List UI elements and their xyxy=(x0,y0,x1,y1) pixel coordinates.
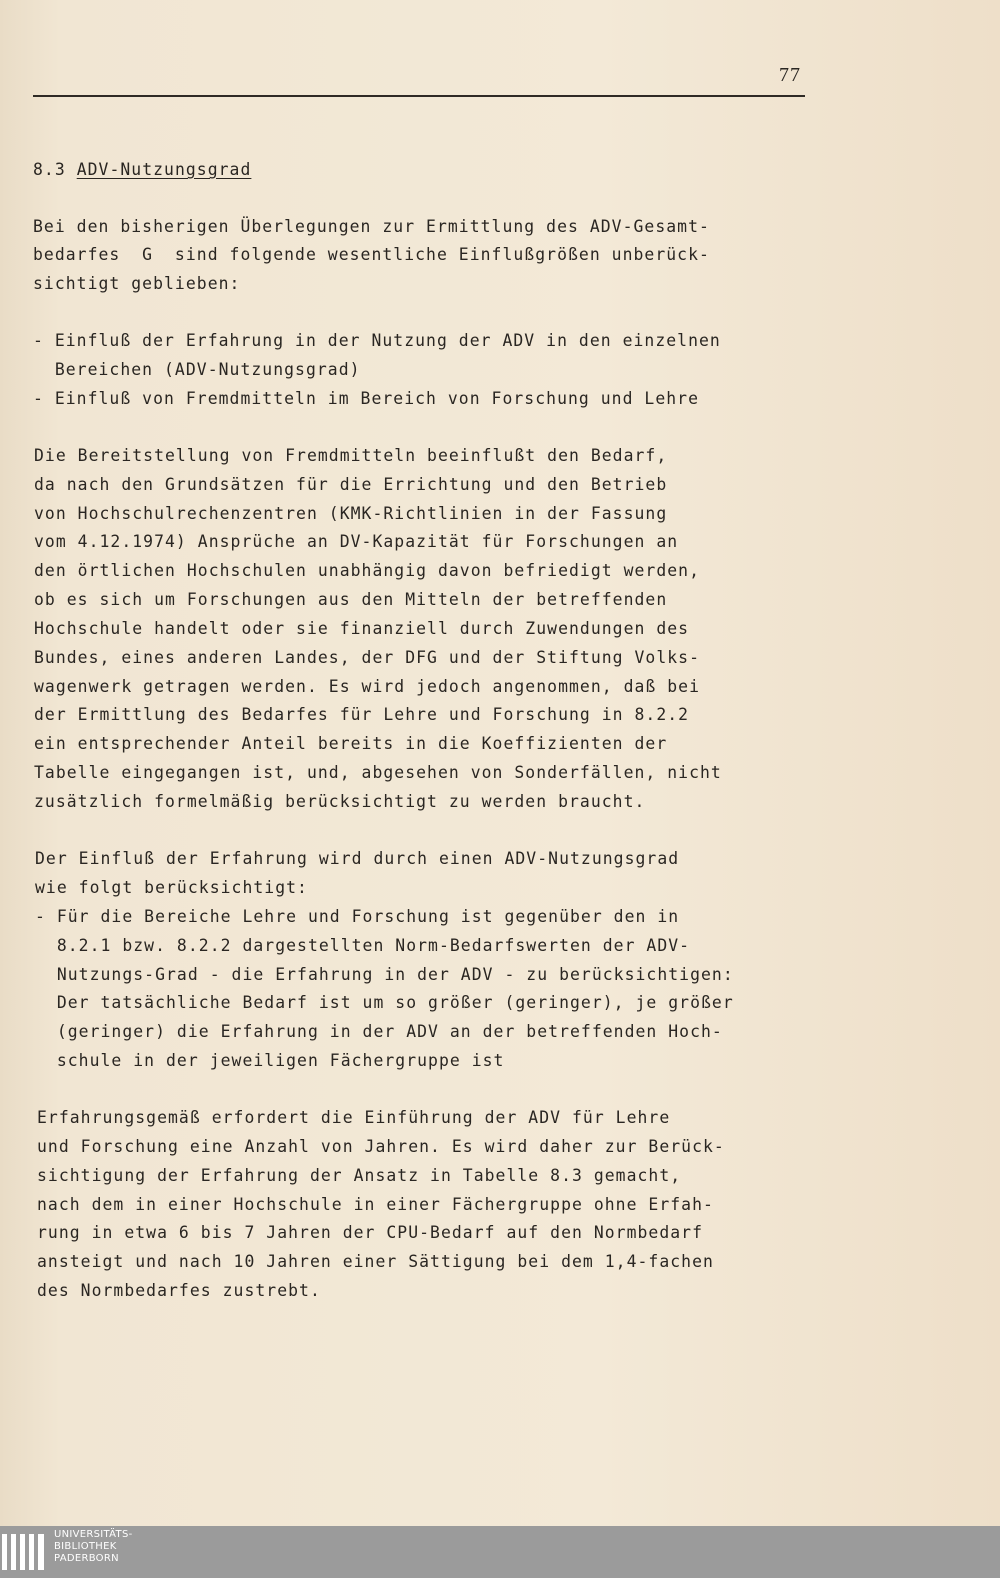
list-item: Der tatsächliche Bedarf ist um so größer (geringer), je größer xyxy=(35,993,734,1012)
text-line: da nach den Grundsätzen für die Errichtung und den Betrieb xyxy=(34,475,668,494)
text-line: Bei den bisherigen Überlegungen zur Ermittlung des ADV-Gesamt- xyxy=(33,217,710,236)
library-name-line: UNIVERSITÄTS- xyxy=(54,1529,133,1540)
text-line: der Ermittlung des Bedarfes für Lehre und Forschung in 8.2.2 xyxy=(34,705,690,724)
section-number: 8.3 xyxy=(33,160,66,179)
header-rule xyxy=(33,95,805,97)
text-line: zusätzlich formelmäßig berücksichtigt zu werden braucht. xyxy=(34,792,646,811)
list-item: Nutzungs-Grad - die Erfahrung in der ADV - zu berücksichtigen: xyxy=(35,965,734,984)
text-line: nach dem in einer Hochschule in einer Fächergruppe ohne Erfah- xyxy=(37,1195,714,1214)
text-line: Hochschule handelt oder sie finanziell durch Zuwendungen des xyxy=(34,619,690,638)
list-item: - Einfluß der Erfahrung in der Nutzung der ADV in den einzelnen xyxy=(33,331,721,350)
list-item: Bereichen (ADV-Nutzungsgrad) xyxy=(33,360,361,379)
library-name-line: PADERBORN xyxy=(54,1553,119,1564)
text-line: sichtigt geblieben: xyxy=(33,274,241,293)
text-line: den örtlichen Hochschulen unabhängig davon befriedigt werden, xyxy=(34,561,700,580)
text-line: wie folgt berücksichtigt: xyxy=(35,878,308,897)
library-name-line: BIBLIOTHEK xyxy=(54,1541,117,1552)
text-line: vom 4.12.1974) Ansprüche an DV-Kapazität für Forschungen an xyxy=(34,532,679,551)
list-item: schule in der jeweiligen Fächergruppe ist xyxy=(35,1051,505,1070)
text-line: Tabelle eingegangen ist, und, abgesehen von Sonderfällen, nicht xyxy=(34,763,722,782)
text-line: von Hochschulrechenzentren (KMK-Richtlinien in der Fassung xyxy=(34,504,668,523)
library-logo-icon xyxy=(2,1534,48,1570)
text-line: wagenwerk getragen werden. Es wird jedoch angenommen, daß bei xyxy=(34,677,700,696)
section-title: ADV-Nutzungsgrad xyxy=(76,160,252,179)
text-line: rung in etwa 6 bis 7 Jahren der CPU-Bedarf auf den Normbedarf xyxy=(37,1223,703,1242)
section-heading xyxy=(33,160,251,180)
text-line: Der Einfluß der Erfahrung wird durch einen ADV-Nutzungsgrad xyxy=(35,849,680,868)
text-line: ein entsprechender Anteil bereits in die Koeffizienten der xyxy=(34,734,668,753)
list-item: - Für die Bereiche Lehre und Forschung ist gegenüber den in xyxy=(35,907,680,926)
list-item: (geringer) die Erfahrung in der ADV an der betreffenden Hoch- xyxy=(35,1022,723,1041)
text-line: sichtigung der Erfahrung der Ansatz in Tabelle 8.3 gemacht, xyxy=(37,1166,682,1185)
list-item: 8.2.1 bzw. 8.2.2 dargestellten Norm-Bedarfswerten der ADV- xyxy=(35,936,691,955)
text-line: Bundes, eines anderen Landes, der DFG und der Stiftung Volks- xyxy=(34,648,700,667)
text-line: und Forschung eine Anzahl von Jahren. Es wird daher zur Berück- xyxy=(37,1137,725,1156)
list-item: - Einfluß von Fremdmitteln im Bereich von Forschung und Lehre xyxy=(33,389,699,408)
text-line: ansteigt und nach 10 Jahren einer Sättigung bei dem 1,4-fachen xyxy=(37,1252,714,1271)
text-line: Die Bereitstellung von Fremdmitteln beeinflußt den Bedarf, xyxy=(34,446,668,465)
text-line: Erfahrungsgemäß erfordert die Einführung der ADV für Lehre xyxy=(37,1108,671,1127)
text-line: des Normbedarfes zustrebt. xyxy=(37,1281,321,1300)
text-line: ob es sich um Forschungen aus den Mitteln der betreffenden xyxy=(34,590,668,609)
page-number: 77 xyxy=(779,64,801,86)
library-footer xyxy=(0,1526,1000,1578)
text-line: bedarfes G sind folgende wesentliche Einflußgrößen unberück- xyxy=(33,245,710,264)
